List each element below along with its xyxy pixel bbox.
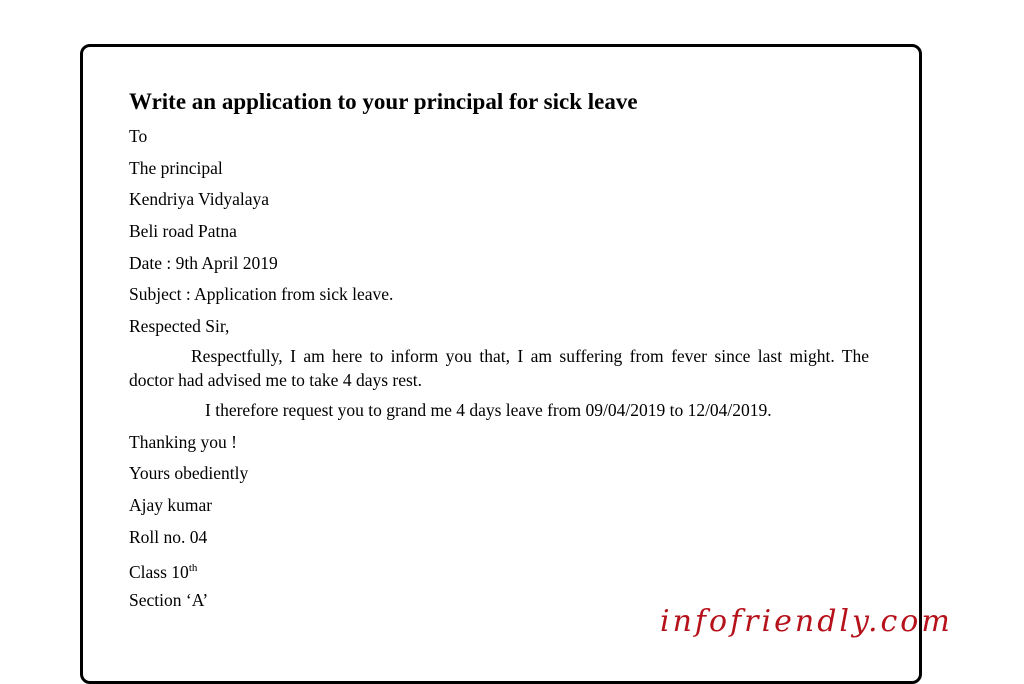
letter-recipient: The principal: [129, 157, 223, 178]
letter-subject: Subject : Application from sick leave.: [129, 284, 394, 305]
letter-roll-no: Roll no. 04: [129, 526, 208, 547]
letter-class: [129, 558, 869, 583]
letter-to: To: [129, 126, 148, 146]
letter-class-suffix: th: [188, 562, 198, 575]
letter-body-paragraph-2: I therefore request you to grand me 4 days leave from 09/04/2019 to 12/04/2019.: [205, 399, 772, 420]
letter-closing: Yours obediently: [129, 463, 249, 484]
letter-address: Beli road Patna: [129, 221, 237, 242]
letter-content: [129, 88, 869, 622]
letter-section: Section ‘A’: [129, 589, 209, 610]
letter-class-prefix: Class 10: [129, 562, 189, 583]
document-title: Write an application to your principal for sick leave: [129, 89, 638, 114]
letter-sender-name: Ajay kumar: [129, 494, 213, 515]
letter-date: Date : 9th April 2019: [129, 252, 278, 273]
site-watermark: infofriendly.com: [660, 604, 953, 639]
letter-salutation: Respected Sir,: [129, 316, 230, 337]
letter-body-paragraph-1: Respectfully, I am here to inform you that, I am suffering from fever since last might. The doctor had advised me to take 4 days rest.: [129, 345, 869, 390]
letter-school: Kendriya Vidyalaya: [129, 189, 270, 210]
letter-closing-thanks: Thanking you !: [129, 431, 237, 452]
